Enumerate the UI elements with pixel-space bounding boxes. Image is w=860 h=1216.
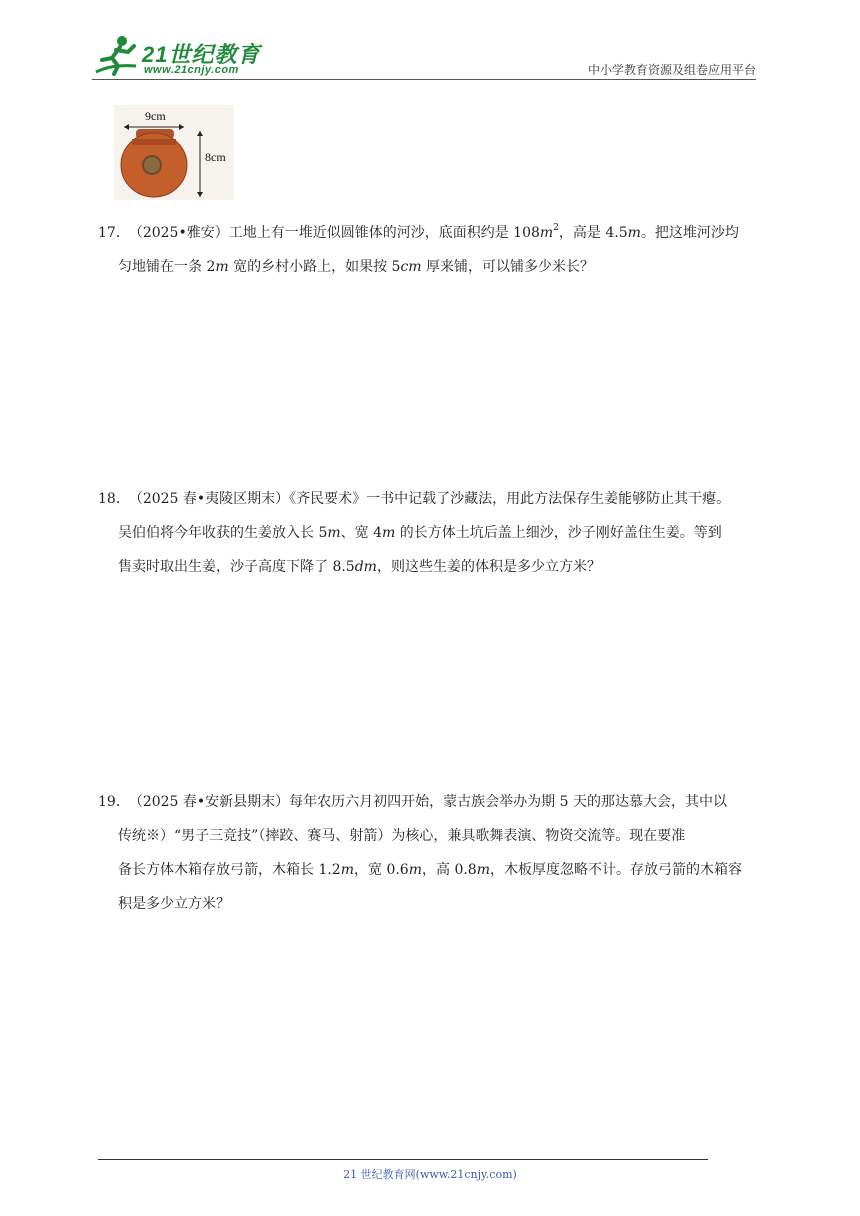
unit-text: m (476, 862, 490, 878)
unit-text: dm (354, 559, 377, 575)
question-text: 、宽 4 (340, 525, 382, 541)
header-platform-name: 中小学教育资源及组卷应用平台 (587, 63, 756, 77)
unit-exponent: 2 (553, 223, 559, 233)
question-text: 匀地铺在一条 2 (118, 259, 216, 275)
question-text: ，高 0.8 (422, 862, 477, 878)
footer-divider (98, 1159, 708, 1160)
question-text: ，高是 4.5 (558, 225, 628, 241)
question-number: 17． (98, 225, 130, 241)
unit-text: m (627, 225, 641, 241)
question-18 (98, 482, 766, 584)
question-text: ，木板厚度忽略不计。存放弓箭的木箱容 (490, 862, 742, 878)
question-source: （2025•雅安） (135, 225, 229, 241)
question-text: 宽的乡村小路上，如果按 5 (228, 259, 401, 275)
unit-text: m (215, 259, 229, 275)
header-divider (92, 79, 756, 80)
unit-text: m (327, 525, 341, 541)
question-number: 19． (98, 794, 130, 810)
question-text: ，宽 0.6 (354, 862, 409, 878)
question-text: 的长方体土坑后盖上细沙，沙子刚好盖住生姜。等到 (395, 525, 722, 541)
question-source: （2025 春•安新县期末） (135, 794, 290, 810)
unit-text: cm (400, 259, 422, 275)
question-text: 积是多少立方米？ (118, 896, 230, 912)
unit-text: m (382, 525, 396, 541)
question-text: 备长方体木箱存放弓箭，木箱长 1.2 (118, 862, 341, 878)
logo-text: 21世纪教育 (142, 42, 261, 67)
unit-text: m (340, 862, 354, 878)
question-text: 吴伯伯将今年收获的生姜放入长 5 (118, 525, 328, 541)
question-text: 。把这堆河沙均 (640, 225, 739, 241)
question-text: 每年农历六月初四开始，蒙古族会举办为期 5 天的那达慕大会，其中以 (289, 794, 727, 810)
question-17 (98, 211, 766, 284)
unit-text: m (408, 862, 422, 878)
question-text: 售卖时取出生姜，沙子高度下降了 8.5 (118, 559, 355, 575)
question-number: 18． (98, 491, 130, 507)
runner-logo-icon (92, 34, 140, 80)
question-source: （2025 春•夷陵区期末） (135, 491, 290, 507)
figure-height-label: 8cm (205, 150, 226, 164)
question-text: 传统※）“男子三竞技”（摔跤、赛马、射箭）为核心，兼具歌舞表演、物资交流等。现在要准 (118, 828, 686, 844)
footer-link[interactable]: 21 世纪教育网(www.21cnjy.com) (343, 1168, 517, 1181)
unit-text: m (539, 225, 554, 241)
question-text: ，则这些生姜的体积是多少立方米？ (376, 559, 601, 575)
question-text: 《齐民要术》一书中记载了沙藏法，用此方法保存生姜能够防止其干瘪。 (289, 491, 731, 507)
teapot-figure (114, 105, 234, 200)
question-19 (98, 785, 766, 921)
logo-url: www.21cnjy.com (144, 64, 239, 76)
question-text: 厚来铺，可以铺多少米长？ (421, 259, 595, 275)
figure-width-label: 9cm (145, 109, 166, 123)
site-logo (92, 34, 264, 80)
question-text: 工地上有一堆近似圆锥体的河沙，底面积约是 108 (228, 225, 540, 241)
